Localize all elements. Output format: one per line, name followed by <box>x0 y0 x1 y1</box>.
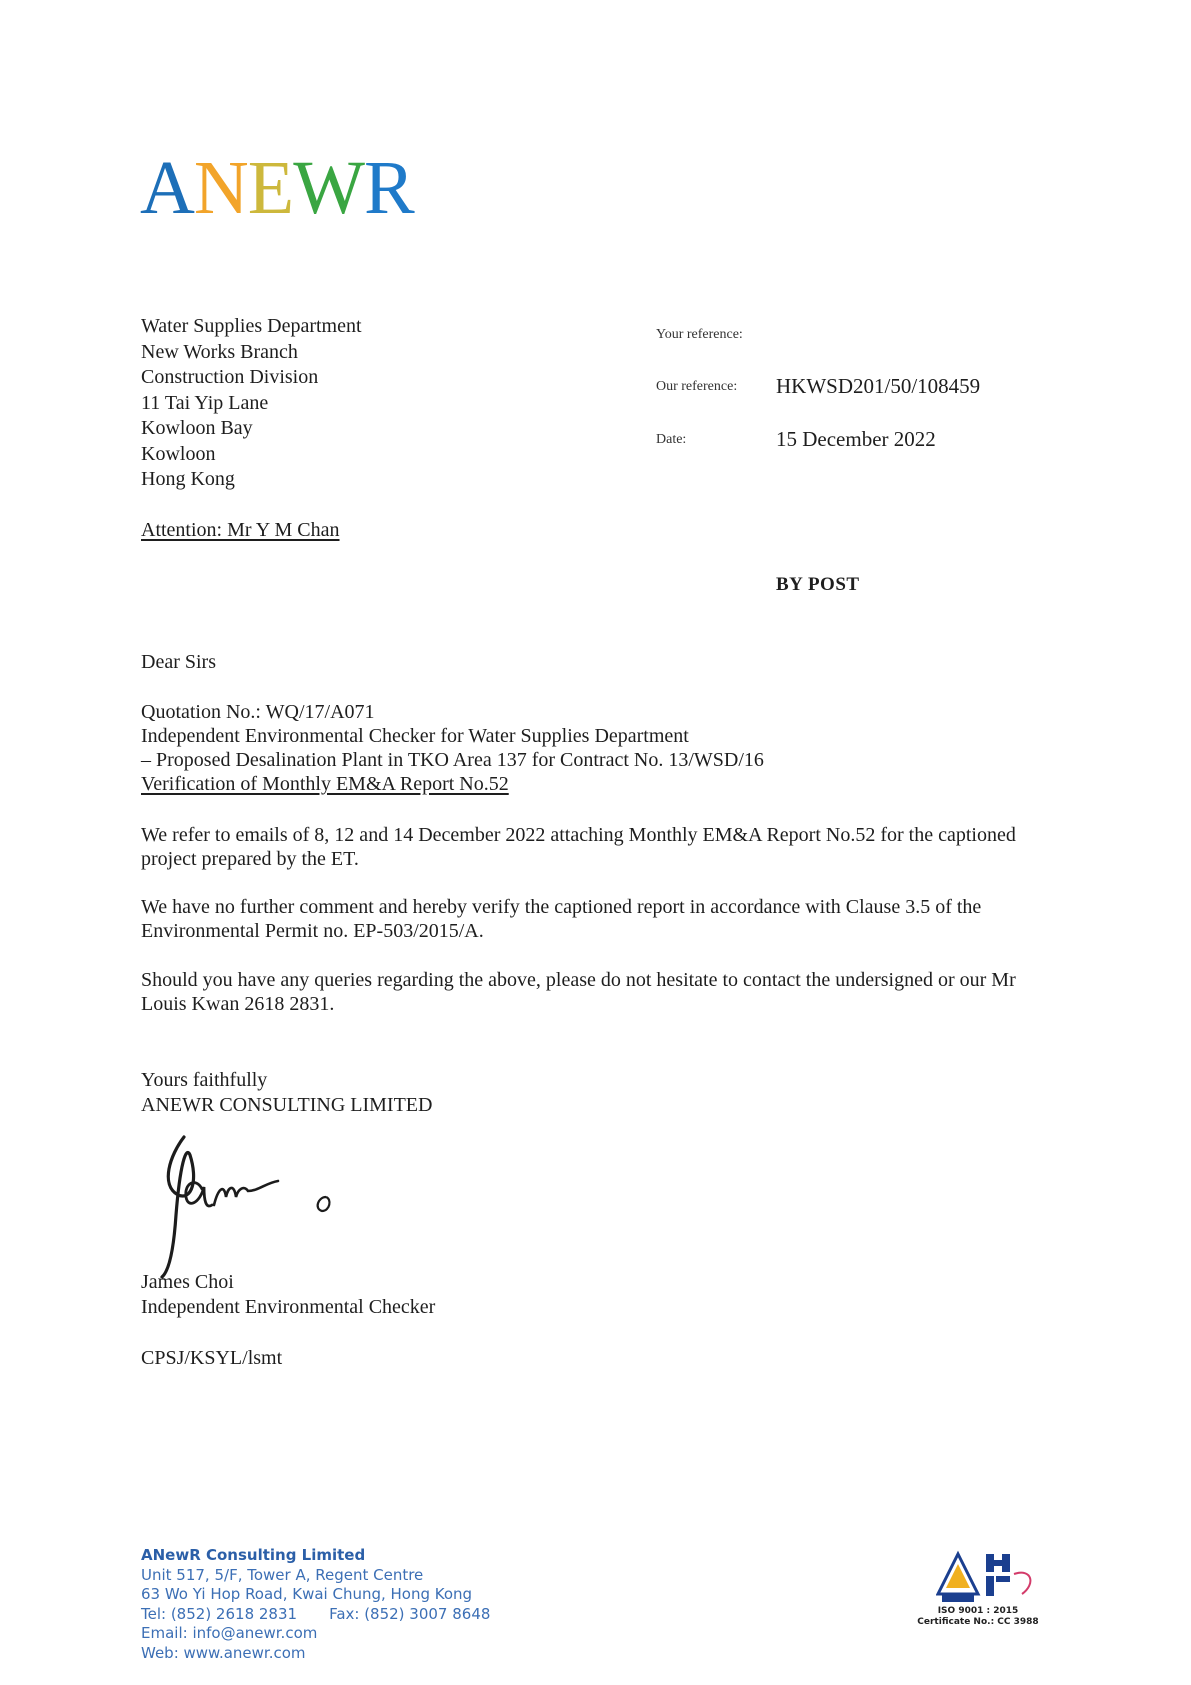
address-line: Construction Division <box>141 366 319 388</box>
our-reference-label: Our reference: <box>656 379 738 394</box>
address-line: New Works Branch <box>141 340 298 363</box>
date-value: 15 December 2022 <box>776 427 936 451</box>
reference-initials: CPSJ/KSYL/lsmt <box>141 1347 283 1369</box>
signer-block <box>141 1270 435 1319</box>
company-logo <box>140 146 414 230</box>
closing-block <box>141 1068 1061 1118</box>
footer-email[interactable]: Email: info@anewr.com <box>141 1624 318 1642</box>
closing-line: Yours faithfully <box>141 1069 268 1091</box>
company-footer <box>141 1546 490 1663</box>
company-name: ANEWR CONSULTING LIMITED <box>141 1094 433 1116</box>
logo-letter: N <box>193 146 248 230</box>
salutation: Dear Sirs <box>141 651 216 673</box>
logo-letter: E <box>247 146 294 230</box>
handwritten-signature <box>140 1125 380 1285</box>
body-paragraph: Should you have any queries regarding the above, please do not hesitate to contact the undersigned or our Mr Louis Kwan 2618 2831. <box>141 969 1016 1015</box>
date-label: Date: <box>656 432 687 447</box>
your-reference-label: Your reference: <box>656 327 743 342</box>
subject-line: Independent Environmental Checker for Water Supplies Department <box>141 725 689 747</box>
signer-title: Independent Environmental Checker <box>141 1295 436 1318</box>
footer-fax: Fax: (852) 3007 8648 <box>329 1604 491 1623</box>
body-paragraph: We refer to emails of 8, 12 and 14 December 2022 attaching Monthly EM&A Report No.52 for the captioned project prepared by the ET. <box>141 824 1016 870</box>
our-reference-value: HKWSD201/50/108459 <box>776 374 981 398</box>
signer-name: James Choi <box>141 1271 234 1293</box>
logo-letter: A <box>140 146 194 230</box>
recipient-address <box>141 314 362 493</box>
subject-line: Quotation No.: WQ/17/A071 <box>141 701 375 723</box>
certification-marks <box>936 1550 1046 1606</box>
subject-block <box>141 700 1061 796</box>
subject-line: – Proposed Desalination Plant in TKO Area 137 for Contract No. 13/WSD/16 <box>141 749 764 771</box>
logo-letter: R <box>363 146 414 230</box>
address-line: Hong Kong <box>141 468 235 490</box>
footer-address-line: 63 Wo Yi Hop Road, Kwai Chung, Hong Kong <box>141 1585 473 1603</box>
iso-standard: ISO 9001 : 2015 <box>937 1606 1019 1616</box>
address-line: Water Supplies Department <box>141 315 362 337</box>
footer-company: ANewR Consulting Limited <box>141 1546 366 1564</box>
address-line: Kowloon <box>141 442 216 465</box>
footer-tel: Tel: (852) 2618 2831 <box>141 1604 298 1623</box>
certificate-number: Certificate No.: CC 3988 <box>917 1617 1039 1627</box>
logo-letter: W <box>293 146 364 230</box>
delivery-method: BY POST <box>776 574 860 595</box>
footer-web[interactable]: Web: www.anewr.com <box>141 1643 306 1662</box>
address-line: Kowloon Bay <box>141 417 253 439</box>
subject-title: Verification of Monthly EM&A Report No.52 <box>141 773 509 795</box>
footer-address-line: Unit 517, 5/F, Tower A, Regent Centre <box>141 1565 424 1584</box>
address-line: 11 Tai Yip Lane <box>141 391 269 414</box>
certification-text <box>908 1606 1048 1628</box>
body-paragraph: We have no further comment and hereby verify the captioned report in accordance with Clause 3.5 of the Environmental Permit no. EP-503/2015/A. <box>141 896 982 942</box>
attention-line: Attention: Mr Y M Chan <box>141 519 340 541</box>
